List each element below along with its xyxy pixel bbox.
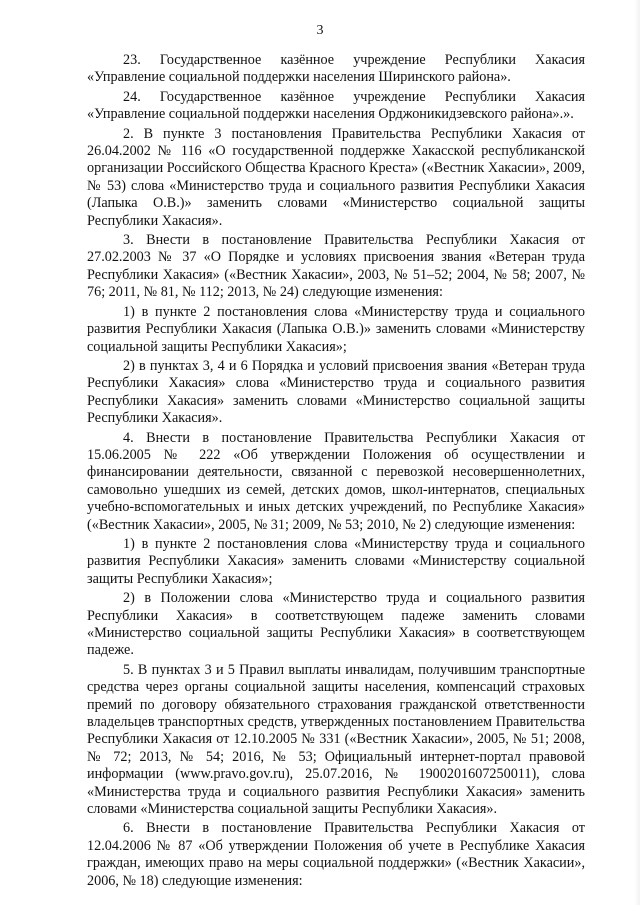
paragraph-item-2: 2. В пункте 3 постановления Правительства Республики Хакасия от 26.04.2002 № 116 «О государственной поддержке Хакасской республиканской организации Российского Общества Красного Креста» («Вестник Хакасии», 2009, № 53) слова «Министерство труда и социального развития Республики Хакасия (Лапыка О.В.)» заменить словами «Министерство социальной защиты Республики Хакасия».: [87, 125, 585, 229]
paragraph-23-shira: 23. Государственное казённое учреждение Республики Хакасия «Управление социальной поддержки населения Ширинского района».: [87, 52, 585, 86]
scan-edge-shadow: [634, 0, 640, 905]
paragraph-24-ordzhonikidze: 24. Государственное казённое учреждение Республики Хакасия «Управление социальной поддержки населения Орджоникидзевского района».».: [87, 88, 585, 123]
paragraph-item-3-sub-1: 1) в пункте 2 постановления слова «Министерству труда и социального развития Республики Хакасия (Лапыка О.В.)» заменить словами «Министерству социальной защиты Республики Хакасия»;: [87, 303, 585, 355]
paragraph-item-6: 6. Внести в постановление Правительства Республики Хакасия от 12.04.2006 № 87 «Об утверждении Положения об учете в Республике Хакасия граждан, имеющих право на меры социальной поддержки» («Вестник Хакасии», 2006, № 18) следующие изменения:: [87, 820, 585, 889]
paragraph-item-3: 3. Внести в постановление Правительства Республики Хакасия от 27.02.2003 № 37 «О Порядке и условиях присвоения звания «Ветеран труда Республики Хакасия» («Вестник Хакасии», 2003, № 51–52; 2004, № 58; 2007, № 76; 2011, № 81, № 112; 2013, № 24) следующие изменения:: [87, 232, 585, 301]
paragraph-item-3-sub-2: 2) в пунктах 3, 4 и 6 Порядка и условий присвоения звания «Ветеран труда Республики Хакасия» слова «Министерство труда и социального развития Республики Хакасия» заменить словами «Министерство социальной защиты Республики Хакасия».: [87, 357, 585, 427]
document-body: [87, 52, 585, 892]
paragraph-item-5: 5. В пунктах 3 и 5 Правил выплаты инвалидам, получившим транспортные средства через органы социальной защиты населения, компенсаций страховых премий по договору обязательного страхования гражданской ответственности владельцев транспортных средств, утвержденных постановлением Правительства Республики Хакасия от 12.10.2005 № 331 («Вестник Хакасии», 2005, № 51; 2008, № 72; 2013, № 54; 2016, № 53; Официальный интернет-портал правовой информации (www.pravo.gov.ru), 25.07.2016, № 1900201607250011), слова «Министерства труда и социального развития Республики Хакасия» заменить словами «Министерства социальной защиты Республики Хакасия».: [87, 661, 585, 818]
paragraph-item-4-sub-2: 2) в Положении слова «Министерство труда и социального развития Республики Хакасия» в соответствующем падеже заменить словами «Министерство социальной защиты Республики Хакасия» в соответствующем падеже.: [87, 590, 585, 659]
page-number: 3: [316, 23, 324, 38]
paragraph-item-4: 4. Внести в постановление Правительства Республики Хакасия от 15.06.2005 № 222 «Об утверждении Положения об осуществлении и финансировании деятельности, связанной с перевозкой несовершеннолетних, самовольно ушедших из семей, детских домов, школ-интернатов, специальных учебно-вспомогательных и иных детских учреждений, по Республике Хакасия» («Вестник Хакасии», 2005, № 31; 2009, № 53; 2010, № 2) следующие изменения:: [87, 429, 585, 533]
paragraph-item-4-sub-1: 1) в пункте 2 постановления слова «Министерству труда и социального развития Республики Хакасия» заменить словами «Министерству социальной защиты Республики Хакасия»;: [87, 535, 585, 587]
